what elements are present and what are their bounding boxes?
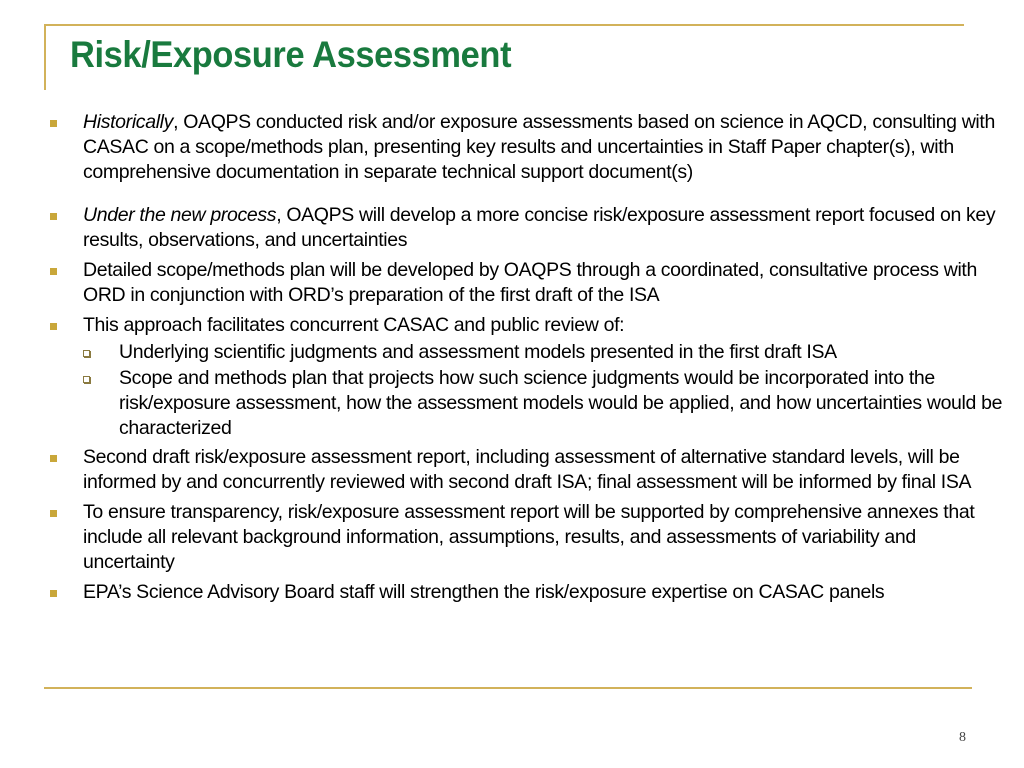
square-bullet-icon xyxy=(50,590,57,597)
square-bullet-icon xyxy=(50,323,57,330)
sub-bullet-text: Underlying scientific judgments and assessment models presented in the first draft ISA xyxy=(119,341,837,363)
square-bullet-icon xyxy=(50,455,57,462)
frame-left-rule xyxy=(44,24,46,90)
bullet-lead-italic: Under the new process xyxy=(83,204,277,226)
sub-bullet-scope-methods xyxy=(83,366,1024,441)
square-bullet-icon xyxy=(50,268,57,275)
hollow-box-bullet-icon xyxy=(83,350,90,357)
bullet-sab-staff xyxy=(50,580,998,605)
frame-top-rule xyxy=(44,24,964,26)
bullet-new-process xyxy=(50,203,998,253)
hollow-box-bullet-icon xyxy=(83,376,90,383)
bullet-concurrent-review xyxy=(50,313,998,338)
bullet-scope-methods-plan xyxy=(50,258,998,308)
bullet-text: This approach facilitates concurrent CASAC and public review of: xyxy=(83,314,625,336)
bullet-lead-italic: Historically xyxy=(83,111,174,133)
sub-bullet-text: Scope and methods plan that projects how such science judgments would be incorporated into the risk/exposure assessment, how the assessment models would be applied, and how uncertainties would be characterized xyxy=(119,367,1003,439)
bullet-text: EPA’s Science Advisory Board staff will strengthen the risk/exposure expertise on CASAC panels xyxy=(83,581,885,603)
bullet-second-draft xyxy=(50,445,998,495)
bullet-text: Second draft risk/exposure assessment report, including assessment of alternative standard levels, will be informed by and concurrently reviewed with second draft ISA; final assessment will be informed by final ISA xyxy=(83,446,972,493)
bullet-text: To ensure transparency, risk/exposure assessment report will be supported by comprehensive annexes that include all relevant background information, assumptions, results, and assessments of variability and uncertainty xyxy=(83,501,975,573)
square-bullet-icon xyxy=(50,510,57,517)
bullet-text: , OAQPS will develop a more concise risk/exposure assessment report focused on key results, observations, and uncertainties xyxy=(83,204,996,251)
bullet-historically xyxy=(50,110,998,185)
bullet-text: , OAQPS conducted risk and/or exposure assessments based on science in AQCD, consulting with CASAC on a scope/methods plan, presenting key results and uncertainties in Staff Paper chapter(s), with comprehensive documentation in separate technical support document(s) xyxy=(83,111,995,183)
sub-bullet-scientific-judgments xyxy=(83,340,1024,365)
square-bullet-icon xyxy=(50,120,57,127)
frame-bottom-rule xyxy=(44,687,972,689)
page-number: 8 xyxy=(959,730,966,745)
bullet-transparency xyxy=(50,500,998,575)
bullet-text: Detailed scope/methods plan will be developed by OAQPS through a coordinated, consultative process with ORD in conjunction with ORD’s preparation of the first draft of the ISA xyxy=(83,259,977,306)
slide-title: Risk/Exposure Assessment xyxy=(70,34,512,75)
sub-bullet-list xyxy=(83,340,1010,441)
square-bullet-icon xyxy=(50,213,57,220)
bullet-list xyxy=(50,110,1010,610)
